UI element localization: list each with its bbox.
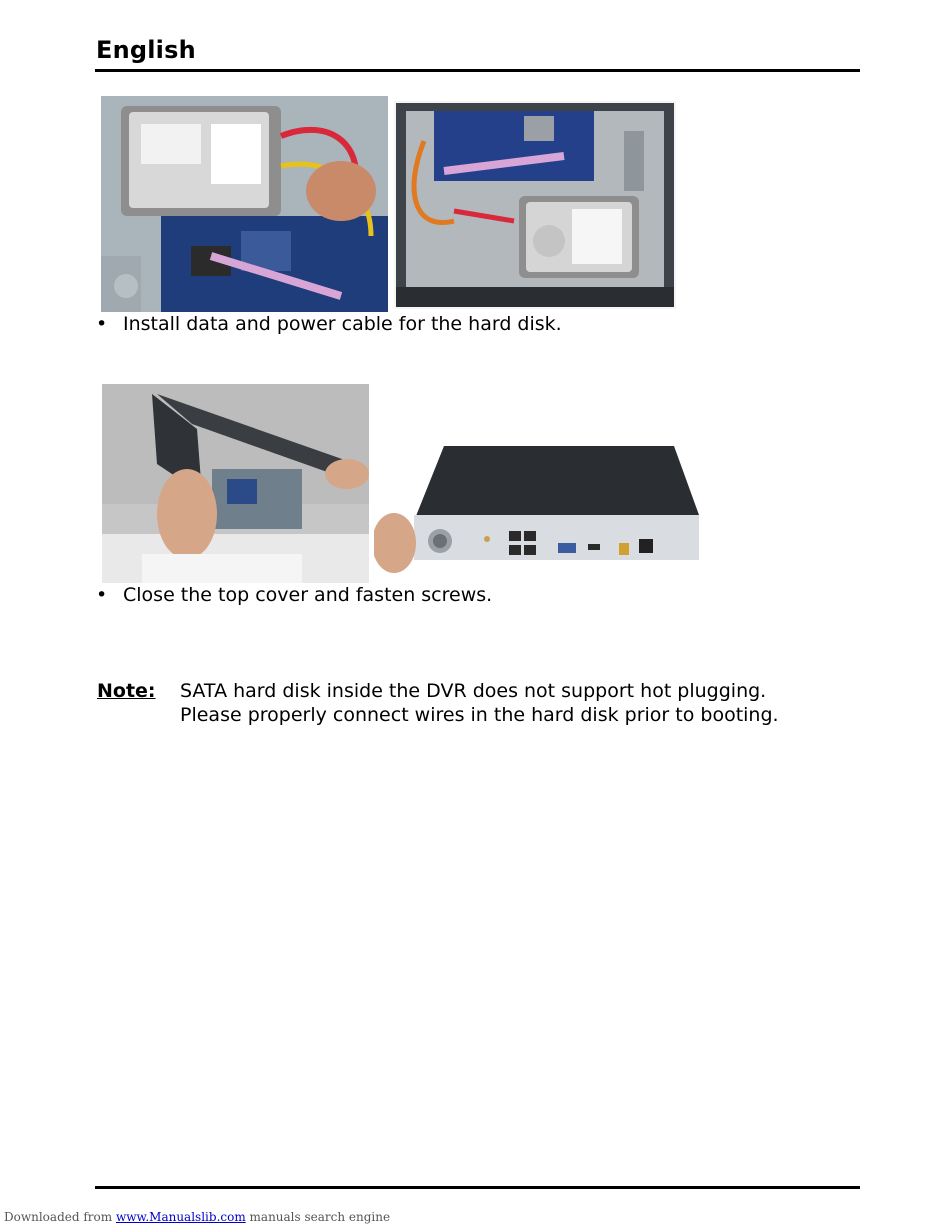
- dvr-rear-panel-photo: [374, 443, 700, 584]
- footer: [4, 1210, 390, 1224]
- hard-disk-install-photo: [101, 96, 388, 312]
- bullet-icon: •: [96, 584, 108, 606]
- top-cover-closing-photo: [102, 384, 369, 583]
- step-install-cable: [96, 312, 562, 336]
- footer-rule: [95, 1186, 860, 1189]
- bullet-icon: •: [96, 313, 108, 335]
- step-text: Close the top cover and fasten screws.: [123, 584, 493, 606]
- header-rule: [95, 69, 860, 72]
- step-close-cover: [96, 583, 492, 607]
- note-text: SATA hard disk inside the DVR does not support hot plugging. Please properly connect wires in the hard disk prior to booting.: [180, 680, 779, 726]
- dvr-open-case-photo: [394, 101, 676, 309]
- note-label: Note:: [97, 680, 156, 702]
- footer-suffix: manuals search engine: [249, 1210, 391, 1224]
- manualslib-link[interactable]: www.Manualslib.com: [115, 1210, 246, 1224]
- page-title: English: [96, 36, 196, 64]
- step-text: Install data and power cable for the hard disk.: [123, 313, 562, 335]
- footer-prefix: Downloaded from: [4, 1210, 113, 1224]
